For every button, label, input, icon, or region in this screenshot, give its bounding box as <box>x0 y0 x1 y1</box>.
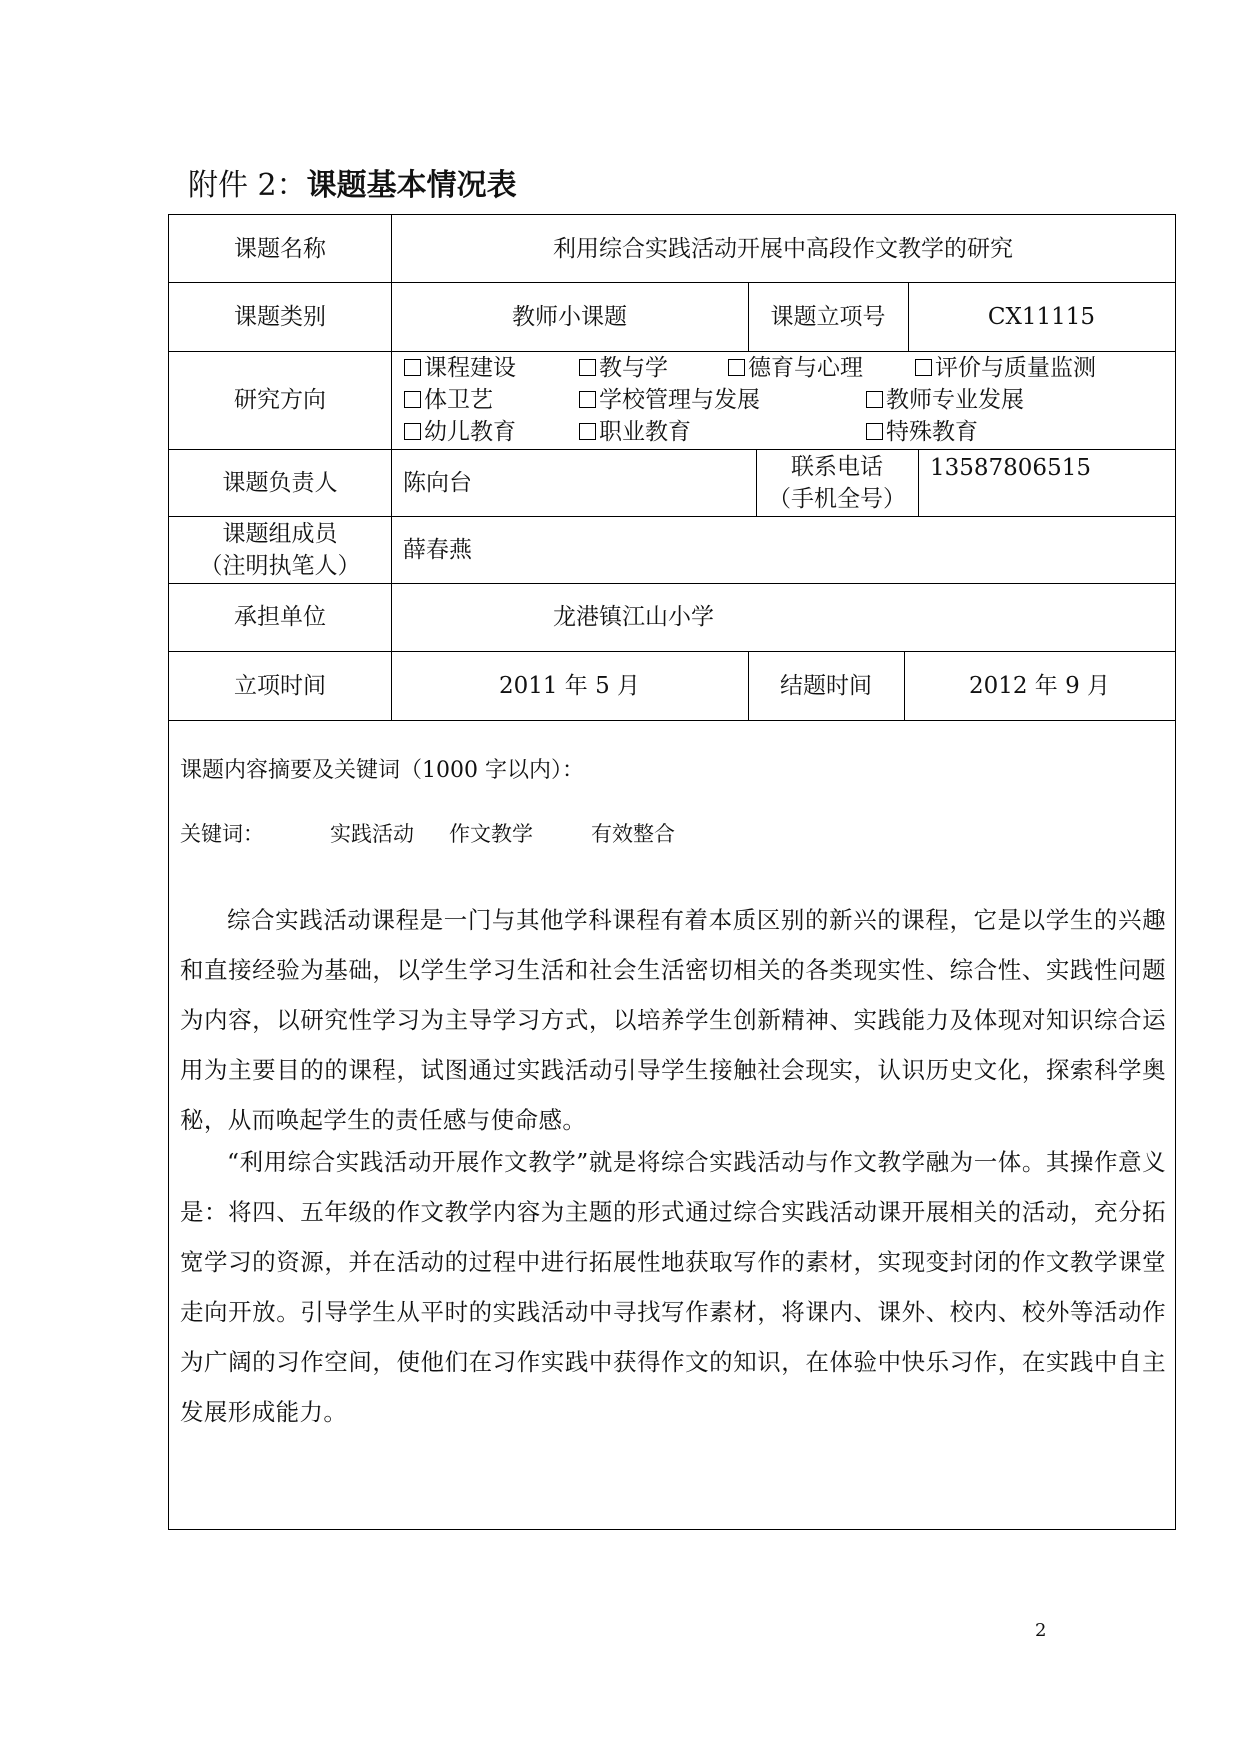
label-project-name: 课题名称 <box>234 235 326 262</box>
option-teacher-dev[interactable]: 教师专业发展 <box>866 384 1024 416</box>
option-teaching[interactable]: 教与学 <box>579 352 668 384</box>
value-category: 教师小课题 <box>512 303 627 330</box>
page-title <box>188 160 517 204</box>
label-members-line2: （注明执笔人） <box>199 552 361 579</box>
abstract-paragraph-2: “利用综合实践活动开展作文教学”就是将综合实践活动与作文教学融为一体。其操作意义是：将四、五年级的作文教学内容为主题的形式通过综合实践活动课开展相关的活动，充分拓宽学习的资源，并在活动的过程中进行拓展性地获取写作的素材，实现变封闭的作文教学课堂走向开放。引导学生从平时的实践活动中寻找写作素材，将课内、课外、校内、校外等活动作为广阔的习作空间，使他们在习作实践中获得作文的知识，在体验中快乐习作，在实践中自主发展形成能力。 <box>180 1148 1166 1426</box>
keyword-3: 有效整合 <box>591 822 675 846</box>
label-leader: 课题负责人 <box>222 469 338 496</box>
title-main: 课题基本情况表 <box>306 168 517 203</box>
value-start-time: 2011 年 5 月 <box>498 672 641 699</box>
option-pe-art[interactable]: 体卫艺 <box>404 384 493 416</box>
option-moral[interactable]: 德育与心理 <box>728 352 863 384</box>
value-members: 薛春燕 <box>403 536 472 563</box>
option-management[interactable]: 学校管理与发展 <box>579 384 760 416</box>
keywords-label: 关键词： <box>180 822 264 846</box>
label-category: 课题类别 <box>234 303 326 330</box>
value-leader: 陈向台 <box>403 469 472 496</box>
checkbox-icon <box>579 423 596 440</box>
option-special[interactable]: 特殊教育 <box>866 416 978 448</box>
label-phone <box>756 449 918 516</box>
value-end-time: 2012 年 9 月 <box>968 672 1111 699</box>
label-members <box>169 516 391 583</box>
label-direction: 研究方向 <box>234 387 326 413</box>
option-course[interactable]: 课程建设 <box>404 352 516 384</box>
option-evaluation[interactable]: 评价与质量监测 <box>915 352 1096 384</box>
label-phone-line2: （手机全号） <box>768 485 906 512</box>
page-number: 2 <box>1035 1620 1047 1641</box>
option-vocational[interactable]: 职业教育 <box>579 416 691 448</box>
checkbox-icon <box>579 391 596 408</box>
abstract-paragraph-1: 综合实践活动课程是一门与其他学科课程有着本质区别的新兴的课程，它是以学生的兴趣和直接经验为基础，以学生学习生活和社会生活密切相关的各类现实性、综合性、实践性问题为内容，以研究性学习为主导学习方式，以培养学生创新精神、实践能力及体现对知识综合运用为主要目的的课程，试图通过实践活动引导学生接触社会现实，认识历史文化，探索科学奥秘，从而唤起学生的责任感与使命感。 <box>180 906 1166 1134</box>
label-project-id: 课题立项号 <box>770 303 886 330</box>
value-unit: 龙港镇江山小学 <box>553 604 714 630</box>
option-preschool[interactable]: 幼儿教育 <box>404 416 516 448</box>
checkbox-icon <box>866 423 883 440</box>
keyword-2: 作文教学 <box>449 822 533 846</box>
label-start-time: 立项时间 <box>234 672 326 699</box>
label-phone-line1: 联系电话 <box>791 453 883 480</box>
label-unit: 承担单位 <box>234 604 326 630</box>
checkbox-icon <box>728 359 745 376</box>
checkbox-icon <box>915 359 932 376</box>
label-end-time: 结题时间 <box>780 672 872 699</box>
checkbox-icon <box>866 391 883 408</box>
abstract-heading: 课题内容摘要及关键词（1000 字以内）： <box>180 758 584 783</box>
checkbox-icon <box>404 423 421 440</box>
keyword-1: 实践活动 <box>330 822 414 846</box>
label-members-line1: 课题组成员 <box>222 520 338 547</box>
checkbox-icon <box>579 359 596 376</box>
value-phone: 13587806515 <box>930 455 1091 481</box>
checkbox-icon <box>404 359 421 376</box>
checkbox-icon <box>404 391 421 408</box>
title-prefix: 附件 2： <box>188 168 307 203</box>
value-project-name: 利用综合实践活动开展中高段作文教学的研究 <box>553 235 1013 262</box>
value-project-id: CX11115 <box>987 303 1096 330</box>
